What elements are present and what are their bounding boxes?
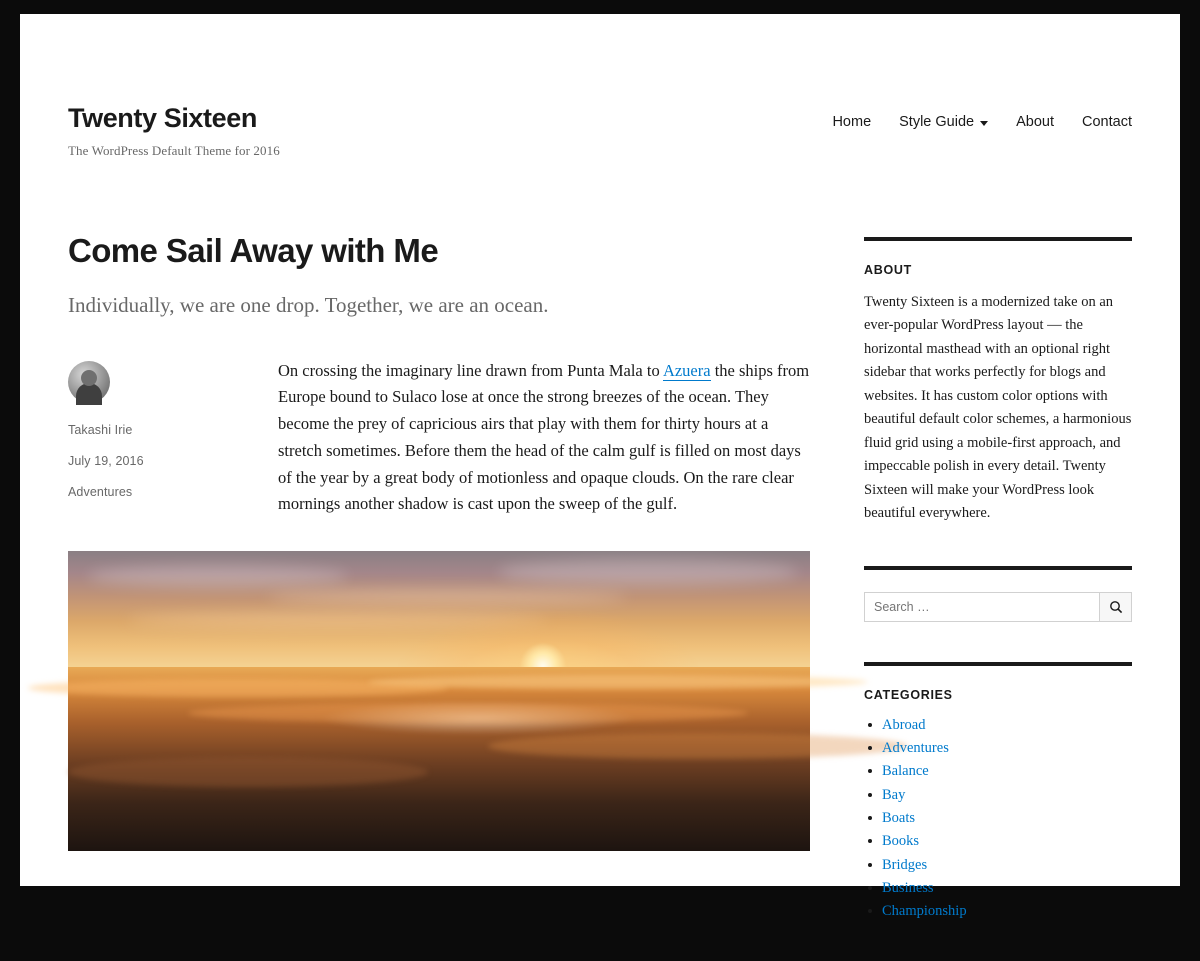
post-meta [68,357,278,518]
nav-item-label: About [1016,114,1055,130]
list-item [866,809,1132,828]
widget-title-about: ABOUT [864,262,912,277]
featured-image-ocean-sunset [68,551,810,851]
nav-item-label: Style Guide [899,114,975,130]
image-cloud [268,589,628,605]
category-list [864,716,1132,922]
nav-item-contact[interactable] [1068,114,1132,130]
post-subtitle: Individually, we are one drop. Together, we are an ocean. [68,293,549,318]
nav-item-style-guide[interactable] [885,114,1002,130]
image-wave [188,703,748,723]
list-item [866,902,1132,921]
post-author[interactable]: Takashi Irie [68,422,133,437]
category-link[interactable]: Bay [882,786,906,803]
category-link[interactable]: Boats [882,809,916,826]
widget-about [864,237,1132,526]
main-content [68,231,810,961]
nav-item-about[interactable] [1002,114,1068,130]
category-link[interactable]: Bridges [882,856,928,873]
post-date[interactable]: July 19, 2016 [68,453,144,468]
divider [864,237,1132,241]
image-wave [68,757,428,787]
avatar [68,361,110,403]
post-body [68,357,810,518]
widget-categories [864,662,1132,922]
site-branding [68,104,280,159]
image-cloud [498,559,798,585]
category-link[interactable]: Books [882,833,920,850]
site-description: The WordPress Default Theme for 2016 [68,142,280,158]
widget-title-categories: CATEGORIES [864,687,953,702]
list-item [866,762,1132,781]
nav-item-home[interactable] [818,114,885,130]
image-cloud [88,565,348,587]
site-header [20,14,1180,159]
post-text-before-link: On crossing the imaginary line drawn from Punta Mala to [278,360,663,380]
page-canvas [20,14,1180,920]
list-item [866,716,1132,735]
page-title: Come Sail Away with Me [68,231,439,269]
divider [864,662,1132,666]
primary-navigation [818,114,1132,130]
list-item [866,786,1132,805]
widget-about-text: Twenty Sixteen is a modernized take on an ever-popular WordPress layout — the horizontal masthead with an optional right sidebar that works perfectly for blogs and websites. It has custom color options with beautiful default color schemes, a harmonious fluid grid using a mobile-first approach, and impeccable polish in every detail. Twenty Sixteen will make your WordPress look beautiful everywhere. [864,293,1132,522]
search-input[interactable] [865,593,1099,621]
search-form [864,592,1132,622]
post-paragraph [278,357,810,518]
list-item [866,879,1132,898]
post-text-after-link: the ships from Europe bound to Sulaco lose at once the strong breezes of the ocean. They become the prey of capricious airs that play with them for thirty hours at a stretch sometimes. Before them the head of the calm gulf is filled on most days of the year by a great body of motionless and opaque clouds. On the rare clear mornings another shadow is cast upon the sweep of the gulf. [278,360,810,514]
site-title[interactable]: Twenty Sixteen [68,103,257,133]
category-link[interactable]: Abroad [882,716,926,733]
post-category[interactable]: Adventures [68,484,133,499]
nav-item-label: Home [832,114,872,130]
sidebar [864,231,1132,961]
category-link[interactable]: Championship [882,903,967,920]
content-wrapper [20,231,1180,961]
category-link[interactable]: Adventures [882,739,949,756]
search-icon [1109,600,1123,614]
search-submit-button[interactable] [1099,593,1131,621]
post-inline-link[interactable]: Azuera [662,360,711,380]
image-wave [368,675,868,689]
list-item [866,856,1132,875]
nav-item-label: Contact [1082,114,1132,130]
list-item [866,832,1132,851]
category-link[interactable]: Business [882,879,934,896]
image-wave [488,733,908,759]
category-link[interactable]: Balance [882,763,929,780]
chevron-down-icon[interactable] [980,121,988,126]
widget-search [864,566,1132,622]
divider [864,566,1132,570]
list-item [866,739,1132,758]
